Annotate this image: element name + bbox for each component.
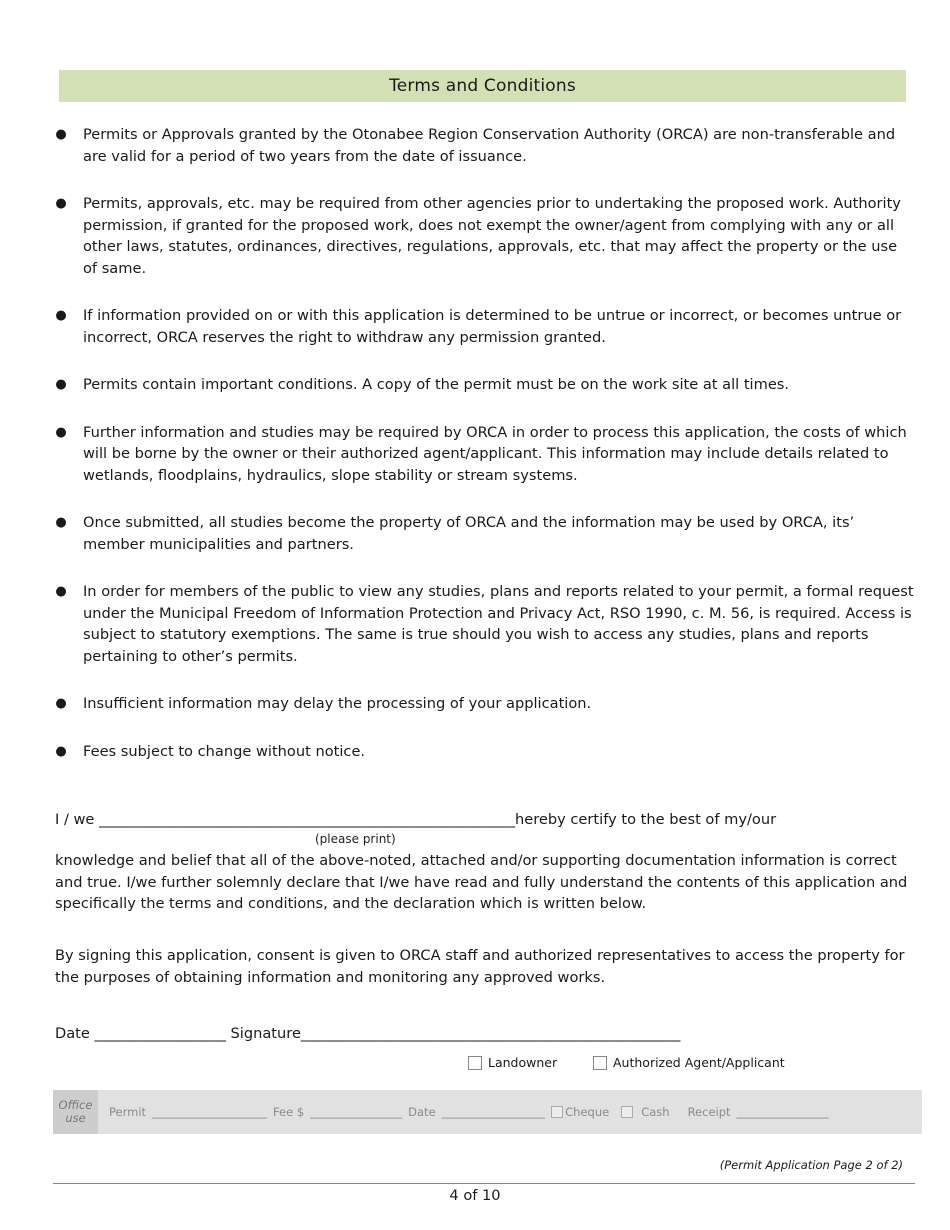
signature-label: Signature [230, 1025, 301, 1042]
cheque-checkbox[interactable] [551, 1106, 563, 1118]
term-item [55, 581, 915, 667]
bullet-icon: ● [55, 377, 67, 392]
receipt-label: Receipt [687, 1105, 731, 1119]
term-item [55, 741, 915, 763]
certify-prefix: I / we [55, 811, 95, 828]
bullet-icon: ● [55, 424, 67, 440]
term-item [55, 374, 915, 396]
term-text: In order for members of the public to view any studies, plans and reports related to your permit, a formal request under the Municipal Freedom of Information Protection and Privacy Act, RSO 1990, c. M. 56, is required. Access is subject to statutory exemptions. The same is true should you wish to access any studies, plans and reports pertaining to other’s permits. [83, 583, 914, 665]
terms-list [55, 124, 915, 762]
permit-field[interactable]: ____________________ [152, 1105, 268, 1119]
footer-divider [53, 1183, 915, 1184]
term-item [55, 124, 915, 167]
term-item [55, 305, 915, 348]
office-use-label: Office use [53, 1090, 98, 1134]
name-hint: (please print) [315, 832, 396, 846]
bullet-icon: ● [55, 308, 67, 323]
cheque-label: Cheque [565, 1105, 610, 1119]
signature-row [55, 1025, 680, 1042]
term-item [55, 422, 915, 487]
bullet-icon: ● [55, 515, 67, 530]
landowner-label: Landowner [488, 1055, 558, 1070]
permit-label: Permit [109, 1105, 147, 1119]
term-text: Permits or Approvals granted by the Otonabee Region Conservation Authority (ORCA) are non-transferable and are valid for a period of two years from the date of issuance. [83, 126, 896, 165]
cash-checkbox[interactable] [621, 1106, 633, 1118]
name-field[interactable]: _________________________________________________________ [99, 811, 515, 828]
term-text: If information provided on or with this application is determined to be untrue or incorrect, or becomes untrue or incorrect, ORCA reserves the right to withdraw any permission granted. [83, 307, 902, 346]
term-text: Fees subject to change without notice. [83, 742, 366, 760]
office-use-fields [109, 1090, 835, 1134]
agent-label: Authorized Agent/Applicant [613, 1055, 785, 1070]
term-text: Permits, approvals, etc. may be required from other agencies prior to undertaking the proposed work. Authority permission, if granted for the proposed work, does not exempt the owner/agent from complying with any or all other laws, statutes, ordinances, directives, regulations, approvals, etc. that may affect the property or the use of same. [83, 195, 901, 277]
term-text: Further information and studies may be required by ORCA in order to process this application, the costs of which will be borne by the owner or their authorized agent/applicant. This information may include details related to wetlands, floodplains, hydraulics, slope stability or stream systems. [83, 423, 907, 484]
landowner-option[interactable] [468, 1055, 557, 1070]
term-item [55, 193, 915, 279]
consent-text: By signing this application, consent is given to ORCA staff and authorized representatives to access the property for the purposes of obtaining information and monitoring any approved works. [55, 947, 905, 986]
page-note: (Permit Application Page 2 of 2) [719, 1158, 903, 1172]
term-text: Once submitted, all studies become the property of ORCA and the information may be used by ORCA, its’ member municipalities and partners. [83, 514, 855, 553]
agent-option[interactable] [593, 1055, 785, 1070]
certify-line [55, 809, 915, 831]
fee-field[interactable]: ________________ [310, 1105, 403, 1119]
date-label: Date [55, 1025, 90, 1042]
agent-checkbox[interactable] [593, 1056, 607, 1070]
office-use-panel [53, 1090, 922, 1134]
term-item [55, 693, 915, 715]
term-text: Permits contain important conditions. A copy of the permit must be on the work site at all times. [83, 376, 790, 393]
cash-label: Cash [641, 1105, 670, 1119]
signature-field[interactable]: ____________________________________________________ [300, 1025, 681, 1042]
certification-body: knowledge and belief that all of the above-noted, attached and/or supporting documentation information is correct and true. I/we further solemnly declare that I/we have read and fully understand the contents of this application and specifically the terms and conditions, and the declaration which is written below. [55, 852, 908, 912]
term-item [55, 512, 915, 555]
office-date-field[interactable]: __________________ [441, 1105, 546, 1119]
office-date-label: Date [408, 1105, 436, 1119]
terms-title: Terms and Conditions [59, 70, 906, 102]
bullet-icon: ● [55, 196, 67, 211]
fee-label: Fee $ [273, 1105, 305, 1119]
bullet-icon: ● [55, 743, 67, 759]
bullet-icon: ● [55, 127, 67, 142]
bullet-icon: ● [55, 584, 67, 599]
page-number: 4 of 10 [449, 1187, 501, 1204]
certify-suffix: hereby certify to the best of my/our [514, 811, 777, 828]
landowner-checkbox[interactable] [468, 1056, 482, 1070]
term-text: Insufficient information may delay the processing of your application. [83, 695, 592, 712]
receipt-field[interactable]: ________________ [736, 1105, 829, 1119]
bullet-icon: ● [55, 696, 67, 711]
date-field[interactable]: __________________ [94, 1025, 226, 1042]
